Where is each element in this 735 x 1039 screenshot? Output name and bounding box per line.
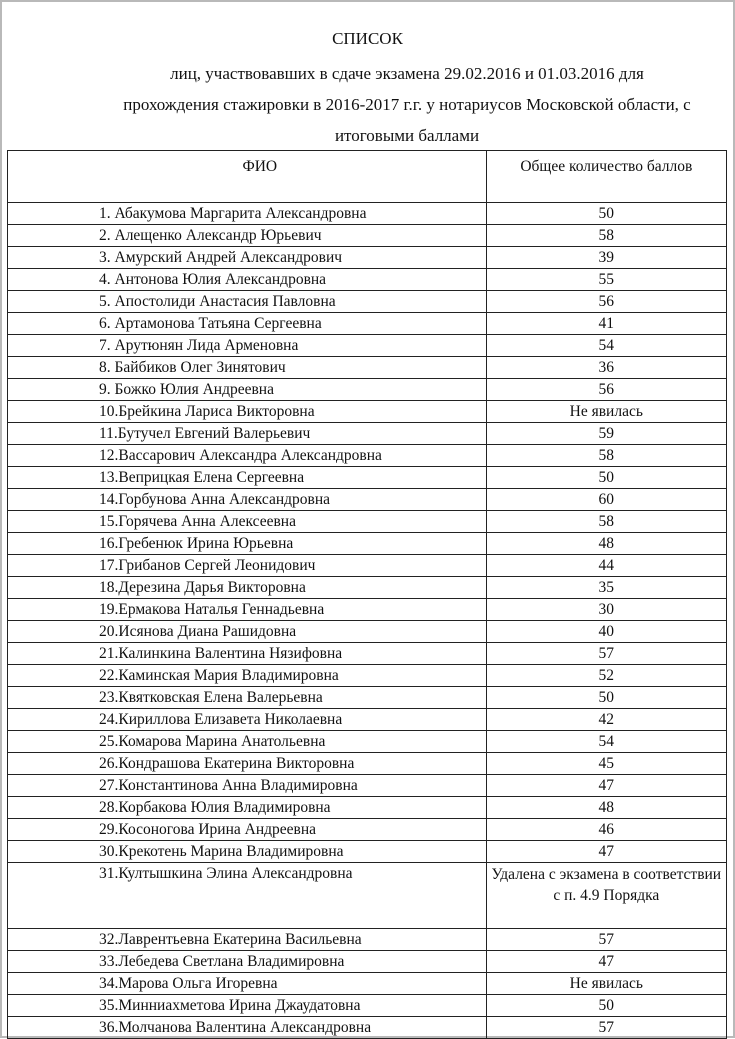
participant-score: 41 (486, 313, 726, 335)
participant-name: 34.Марова Ольга Игоревна (8, 973, 487, 995)
participant-name: 30.Крекотень Марина Владимировна (8, 841, 487, 863)
participant-score: 57 (486, 929, 726, 951)
table-row (8, 247, 727, 269)
table-row (8, 599, 727, 621)
participant-score: Удалена с экзамена в соответствии с п. 4.9 Порядка (486, 863, 726, 929)
participant-name: 21.Калинкина Валентина Нязифовна (8, 643, 487, 665)
table-row (8, 225, 727, 247)
participant-name: 23.Квятковская Елена Валерьевна (8, 687, 487, 709)
participant-name: 27.Константинова Анна Владимировна (8, 775, 487, 797)
table-row (8, 973, 727, 995)
participant-score: 48 (486, 797, 726, 819)
table-header-row (8, 151, 727, 203)
table-row (8, 577, 727, 599)
participant-name: 15.Горячева Анна Алексеевна (8, 511, 487, 533)
participant-name: 6. Артамонова Татьяна Сергеевна (8, 313, 487, 335)
table-row (8, 423, 727, 445)
participant-name: 26.Кондрашова Екатерина Викторовна (8, 753, 487, 775)
table-row (8, 665, 727, 687)
participant-score: 50 (486, 995, 726, 1017)
participant-score: 30 (486, 599, 726, 621)
participant-score: 44 (486, 555, 726, 577)
table-row (8, 379, 727, 401)
header-score: Общее количество баллов (486, 151, 726, 203)
participant-name: 12.Вассарович Александра Александровна (8, 445, 487, 467)
document-title: СПИСОК (332, 29, 403, 48)
participant-score: 42 (486, 709, 726, 731)
participant-score: 60 (486, 489, 726, 511)
participant-name: 3. Амурский Андрей Александрович (8, 247, 487, 269)
participant-score: 46 (486, 819, 726, 841)
participant-name: 17.Грибанов Сергей Леонидович (8, 555, 487, 577)
table-row (8, 995, 727, 1017)
participant-name: 20.Исянова Диана Рашидовна (8, 621, 487, 643)
participant-score: 54 (486, 335, 726, 357)
table-row (8, 291, 727, 313)
table-row (8, 841, 727, 863)
table-row (8, 687, 727, 709)
header-name: ФИО (8, 151, 487, 203)
participant-name: 18.Дерезина Дарья Викторовна (8, 577, 487, 599)
participant-name: 1. Абакумова Маргарита Александровна (8, 203, 487, 225)
table-row (8, 621, 727, 643)
participant-name: 31.Култышкина Элина Александровна (8, 863, 487, 929)
participant-score: 45 (486, 753, 726, 775)
participant-score: 58 (486, 445, 726, 467)
participant-name: 11.Бутучел Евгений Валерьевич (8, 423, 487, 445)
table-row (8, 863, 727, 929)
table-row (8, 467, 727, 489)
participant-name: 29.Косоногова Ирина Андреевна (8, 819, 487, 841)
participant-score: 57 (486, 1017, 726, 1039)
participant-score: 58 (486, 511, 726, 533)
participant-score: 47 (486, 775, 726, 797)
participant-name: 13.Веприцкая Елена Сергеевна (8, 467, 487, 489)
table-row (8, 929, 727, 951)
participant-score: 39 (486, 247, 726, 269)
participant-name: 5. Апостолиди Анастасия Павловна (8, 291, 487, 313)
participant-name: 10.Брейкина Лариса Викторовна (8, 401, 487, 423)
participant-score: 47 (486, 951, 726, 973)
participant-name: 9. Божко Юлия Андреевна (8, 379, 487, 401)
participant-score: Не явилась (486, 401, 726, 423)
participant-name: 19.Ермакова Наталья Геннадьевна (8, 599, 487, 621)
table-row (8, 555, 727, 577)
participant-name: 33.Лебедева Светлана Владимировна (8, 951, 487, 973)
participant-score: Не явилась (486, 973, 726, 995)
participant-score: 47 (486, 841, 726, 863)
table-row (8, 643, 727, 665)
participant-name: 4. Антонова Юлия Александровна (8, 269, 487, 291)
results-table (7, 150, 727, 1039)
table-row (8, 357, 727, 379)
table-row (8, 335, 727, 357)
participant-score: 54 (486, 731, 726, 753)
table-row (8, 401, 727, 423)
table-row (8, 533, 727, 555)
table-row (8, 445, 727, 467)
document-subtitle: лиц, участвовавших в сдаче экзамена 29.02.2016 и 01.03.2016 для прохождения стажировки в 2016-2017 г.г. у нотариусов Московской области, с итоговыми баллами (123, 64, 691, 145)
participant-score: 36 (486, 357, 726, 379)
participant-score: 50 (486, 467, 726, 489)
participant-name: 24.Кириллова Елизавета Николаевна (8, 709, 487, 731)
participant-score: 58 (486, 225, 726, 247)
participant-score: 55 (486, 269, 726, 291)
participant-score: 35 (486, 577, 726, 599)
table-row (8, 753, 727, 775)
participant-name: 7. Арутюнян Лида Арменовна (8, 335, 487, 357)
participant-score: 59 (486, 423, 726, 445)
participant-score: 50 (486, 687, 726, 709)
table-row (8, 511, 727, 533)
participant-score: 50 (486, 203, 726, 225)
table-row (8, 819, 727, 841)
participant-name: 28.Корбакова Юлия Владимировна (8, 797, 487, 819)
table-row (8, 203, 727, 225)
participant-score: 57 (486, 643, 726, 665)
participant-name: 16.Гребенюк Ирина Юрьевна (8, 533, 487, 555)
participant-score: 56 (486, 291, 726, 313)
participant-score: 56 (486, 379, 726, 401)
participant-name: 35.Минниахметова Ирина Джаудатовна (8, 995, 487, 1017)
participant-score: 52 (486, 665, 726, 687)
table-row (8, 1017, 727, 1039)
table-row (8, 709, 727, 731)
table-row (8, 775, 727, 797)
participant-score: 40 (486, 621, 726, 643)
participant-name: 22.Каминская Мария Владимировна (8, 665, 487, 687)
participant-name: 8. Байбиков Олег Зинятович (8, 357, 487, 379)
table-row (8, 313, 727, 335)
table-row (8, 951, 727, 973)
table-row (8, 731, 727, 753)
participant-name: 36.Молчанова Валентина Александровна (8, 1017, 487, 1039)
participant-name: 2. Алещенко Александр Юрьевич (8, 225, 487, 247)
participant-name: 25.Комарова Марина Анатольевна (8, 731, 487, 753)
participant-score: 48 (486, 533, 726, 555)
participant-name: 14.Горбунова Анна Александровна (8, 489, 487, 511)
table-row (8, 269, 727, 291)
table-row (8, 797, 727, 819)
table-row (8, 489, 727, 511)
participant-name: 32.Лаврентьевна Екатерина Васильевна (8, 929, 487, 951)
